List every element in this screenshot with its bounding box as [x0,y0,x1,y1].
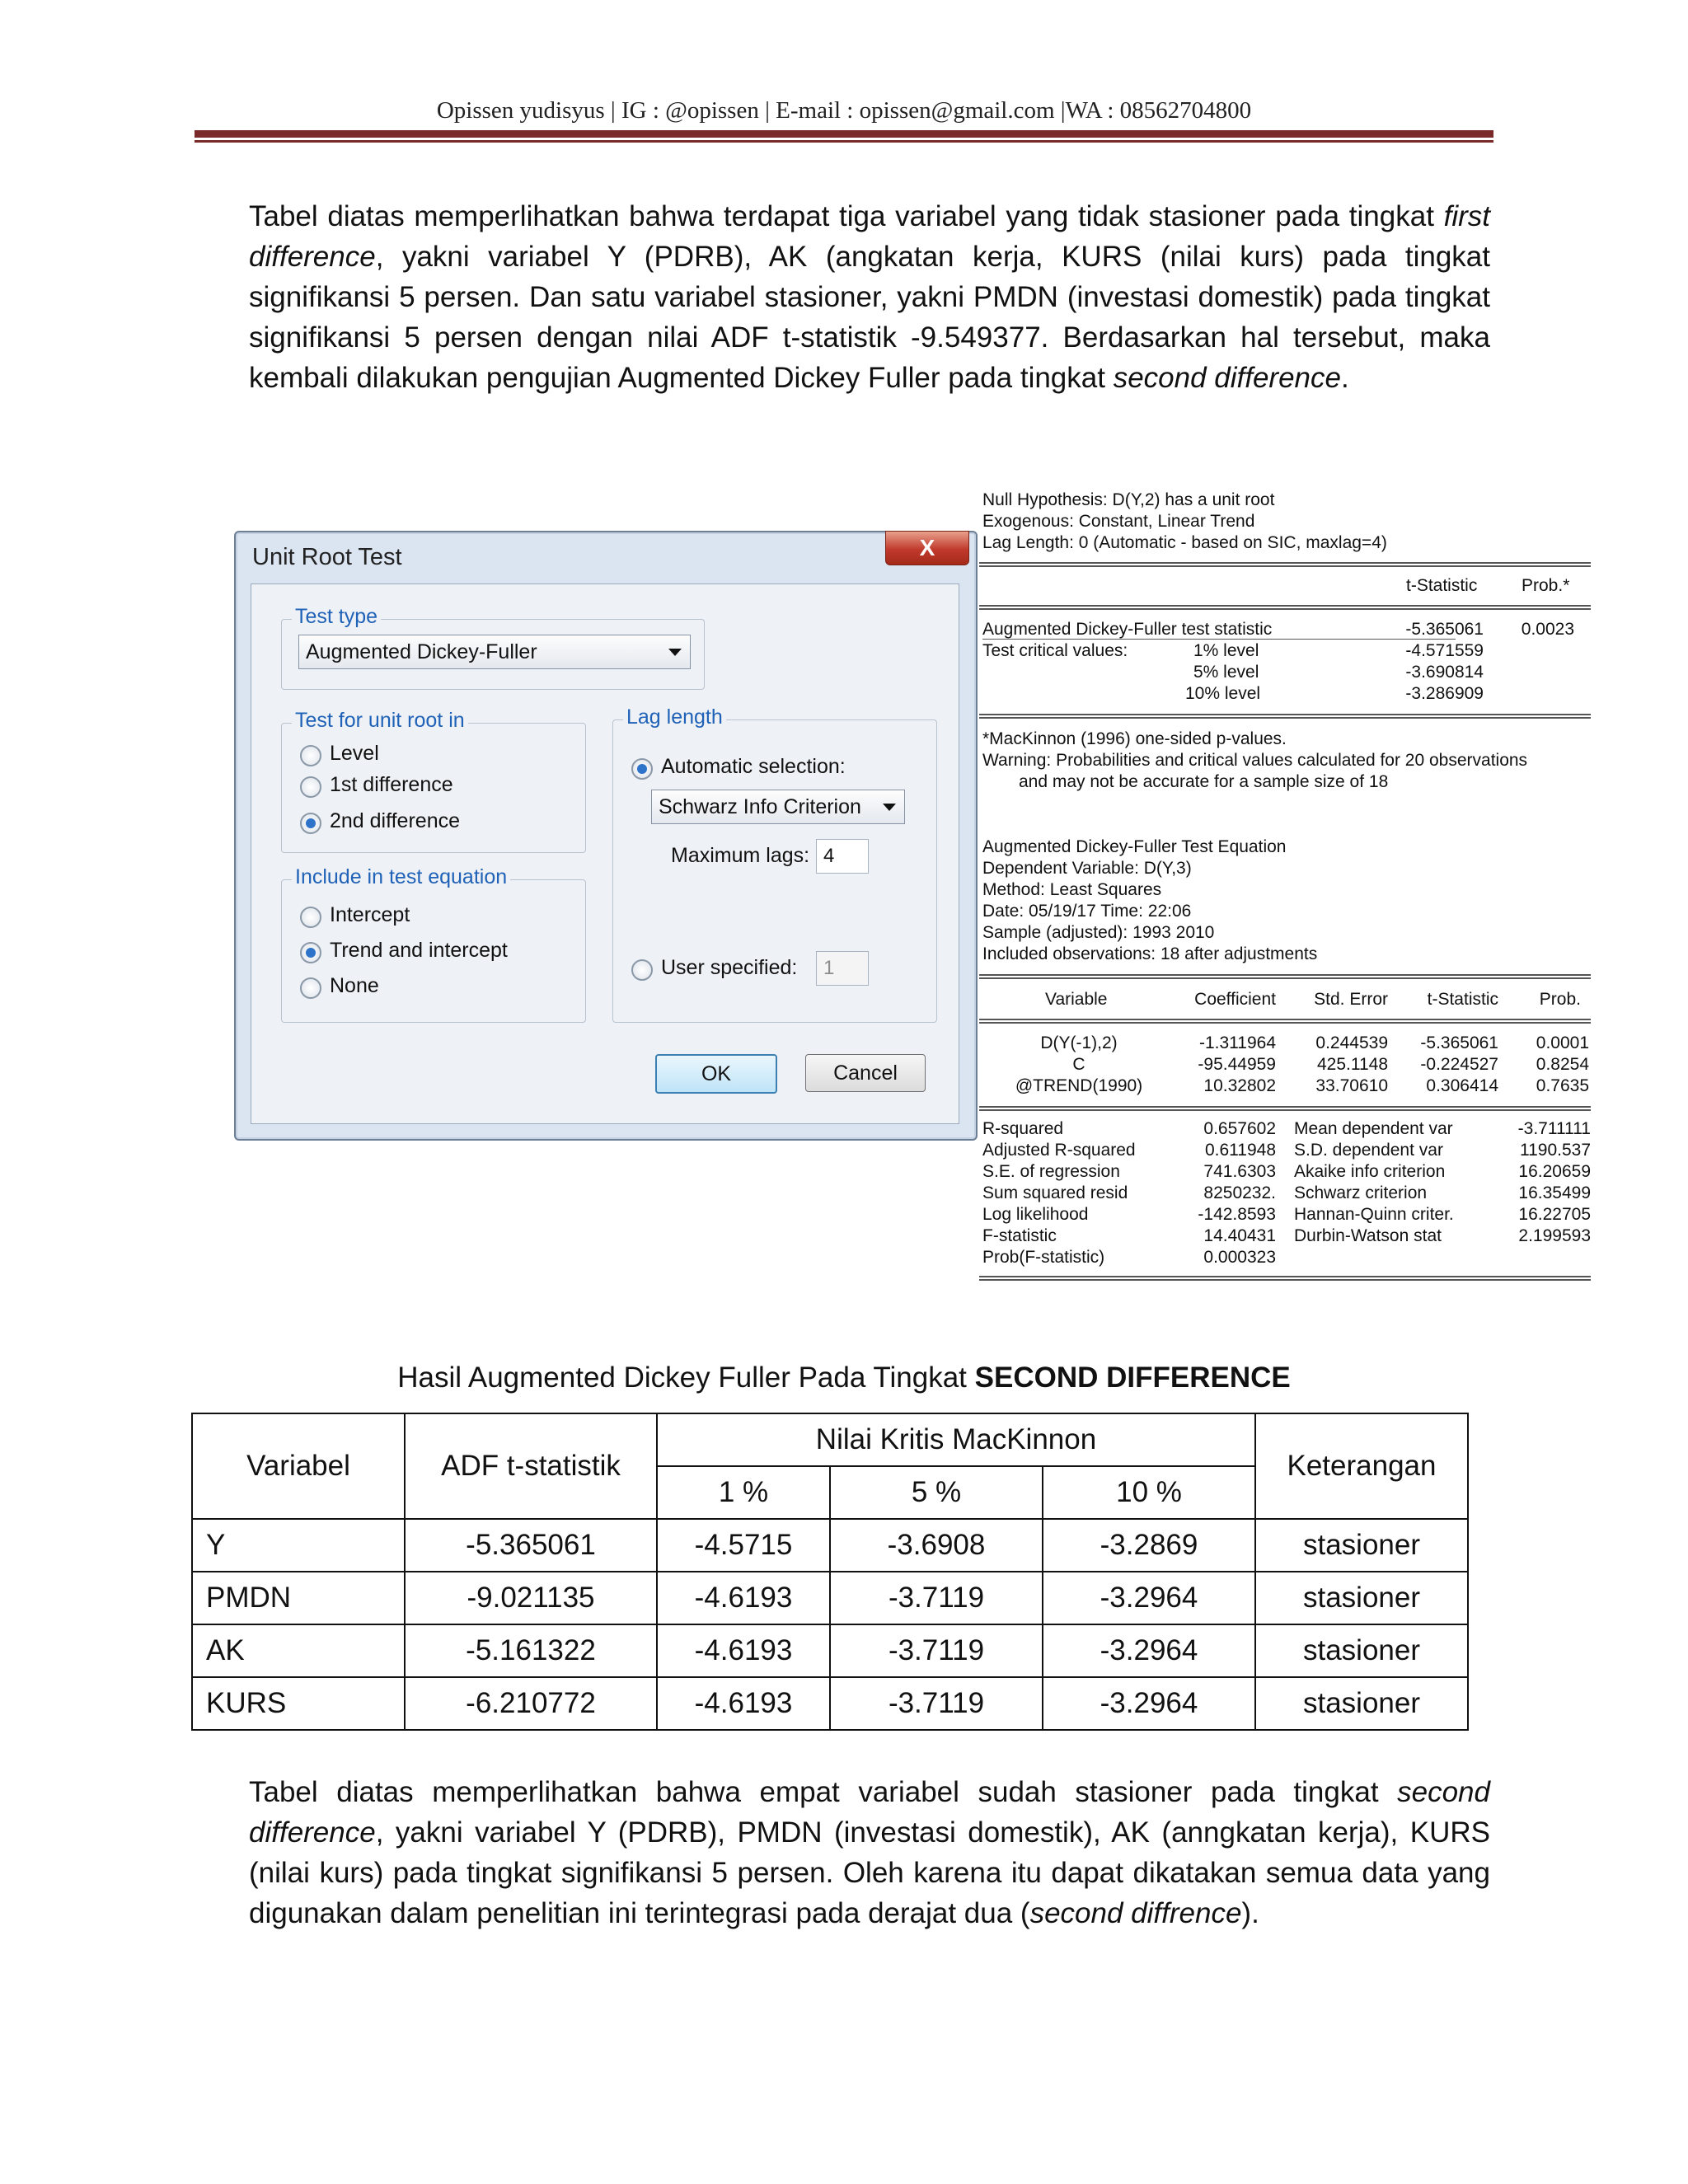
crit-level-1: 1% level [1193,641,1259,660]
crit-value-10: -3.286909 [1405,684,1484,703]
crit-level-5: 5% level [1193,663,1259,682]
unit-root-test-dialog [234,531,978,1141]
rule [979,1276,1591,1281]
null-hypothesis: Null Hypothesis: D(Y,2) has a unit root [982,490,1275,509]
para1-text-a: Tabel diatas memperlihatkan bahwa terdapat tiga variabel yang tidak stasioner pada tingkat [249,200,1444,232]
th-1pct: 1 % [657,1466,830,1519]
stat-r0-c3: -3.711111 [1517,1119,1591,1138]
radio-trend-intercept-label: Trend and intercept [330,939,508,962]
th-adf: ADF t-statistik [405,1413,657,1519]
table-cell: Y [192,1519,405,1572]
rule [979,974,1591,979]
table-cell: -3.7119 [830,1677,1043,1730]
table-cell: -4.6193 [657,1624,830,1677]
dependent-variable: Dependent Variable: D(Y,3) [982,859,1192,878]
unit-root-label: Test for unit root in [292,709,468,733]
stat-r1-c1: 0.611948 [1204,1141,1276,1160]
prob-1: 0.0001 [1536,1033,1589,1052]
stat-r6-c0: Prob(F-statistic) [982,1248,1105,1267]
dialog-title: Unit Root Test [252,544,402,570]
stat-r5-c1: 14.40431 [1203,1226,1276,1245]
stderr-2: 425.1148 [1316,1055,1388,1074]
table-row [192,1572,1468,1624]
include-equation-group [281,865,586,1023]
paragraph-conclusion [249,1772,1490,1933]
rule [979,714,1591,719]
warning-line-1: Warning: Probabilities and critical values calculated for 20 observations [982,751,1528,770]
stat-r0-c1: 0.657602 [1203,1119,1276,1138]
caption-bold: SECOND DIFFERENCE [974,1361,1291,1394]
radio-automatic-selection[interactable] [631,758,653,780]
user-specified-label: User specified: [661,956,798,979]
col-header-coefficient: Coefficient [1194,990,1276,1009]
cancel-button[interactable]: Cancel [805,1054,926,1092]
para1-text-c: . [1340,362,1349,394]
th-5pct: 5 % [830,1466,1043,1519]
test-type-group [281,605,705,690]
th-keterangan: Keterangan [1255,1413,1468,1519]
radio-2nd-difference-label: 2nd difference [330,809,460,832]
stat-r1-c2: S.D. dependent var [1294,1141,1443,1160]
page-header: Opissen yudisyus | IG : @opissen | E-mail : opissen@gmail.com |WA : 08562704800 [436,97,1252,124]
table-body [192,1519,1468,1730]
stat-r5-c0: F-statistic [982,1226,1057,1245]
stat-r2-c2: Akaike info criterion [1294,1162,1446,1181]
table-cell: stasioner [1255,1624,1468,1677]
stderr-1: 0.244539 [1315,1033,1388,1052]
radio-intercept[interactable] [300,907,321,928]
table-cell: -4.5715 [657,1519,830,1572]
stat-r1-c0: Adjusted R-squared [982,1141,1136,1160]
table-cell: -3.2964 [1043,1624,1255,1677]
date-time: Date: 05/19/17 Time: 22:06 [982,902,1192,921]
user-specified-input[interactable]: 1 [816,951,869,986]
stat-r3-c3: 16.35499 [1518,1183,1591,1202]
coef-var-2: C [1072,1055,1085,1074]
adf-t-stat: -5.365061 [1405,620,1484,639]
table-cell: PMDN [192,1572,405,1624]
para2-text-c: ). [1241,1897,1259,1929]
ok-button[interactable]: OK [655,1054,777,1094]
method: Method: Least Squares [982,880,1162,899]
col-header-std-error: Std. Error [1314,990,1388,1009]
rule [979,1106,1591,1111]
mackinnon-note: *MacKinnon (1996) one-sided p-values. [982,729,1287,748]
stat-r2-c1: 741.6303 [1203,1162,1276,1181]
stat-r3-c1: 8250232. [1203,1183,1276,1202]
rule [979,605,1591,610]
tstat-2: -0.224527 [1420,1055,1498,1074]
stat-r2-c3: 16.20659 [1518,1162,1591,1181]
stat-r2-c0: S.E. of regression [982,1162,1120,1181]
radio-none-label: None [330,974,379,997]
lag-length-label: Lag length [623,705,726,729]
maximum-lags-label: Maximum lags: [671,844,810,867]
table-cell: -5.161322 [405,1624,657,1677]
test-type-value: Augmented Dickey-Fuller [306,640,537,663]
para2-italic-2: second diffrence [1029,1897,1242,1929]
equation-title: Augmented Dickey-Fuller Test Equation [982,837,1287,856]
radio-level[interactable] [300,745,321,766]
prob-3: 0.7635 [1536,1076,1589,1095]
radio-1st-difference-label: 1st difference [330,773,453,796]
table-cell: -3.2869 [1043,1519,1255,1572]
stat-r3-c2: Schwarz criterion [1294,1183,1428,1202]
adf-prob: 0.0023 [1521,620,1574,639]
radio-none[interactable] [300,977,321,999]
table-row [192,1519,1468,1572]
table-caption [0,1361,1688,1394]
header-rule-thick [195,130,1493,138]
included-observations: Included observations: 18 after adjustments [982,944,1318,963]
col-header-t-statistic: t-Statistic [1427,990,1498,1009]
table-cell: -6.210772 [405,1677,657,1730]
coef-3: 10.32802 [1203,1076,1276,1095]
stderr-3: 33.70610 [1315,1076,1388,1095]
warning-line-2: and may not be accurate for a sample size of 18 [1019,772,1389,791]
include-equation-label: Include in test equation [292,865,510,889]
stat-r4-c3: 16.22705 [1518,1205,1591,1224]
stat-r5-c2: Durbin-Watson stat [1294,1226,1442,1245]
test-type-select[interactable] [298,635,691,669]
stat-r6-c1: 0.000323 [1203,1248,1276,1267]
table-cell: -3.2964 [1043,1572,1255,1624]
table-row [192,1624,1468,1677]
crit-level-10: 10% level [1185,684,1261,703]
close-button[interactable] [885,531,969,565]
lag-length-text: Lag Length: 0 (Automatic - based on SIC, maxlag=4) [982,533,1387,552]
table-cell: AK [192,1624,405,1677]
col-header-prob: Prob. [1539,990,1581,1009]
stat-r0-c2: Mean dependent var [1294,1119,1453,1138]
crit-value-5: -3.690814 [1405,663,1484,682]
stat-r0-c0: R-squared [982,1119,1064,1138]
radio-intercept-label: Intercept [330,903,410,926]
sample: Sample (adjusted): 1993 2010 [982,923,1215,942]
stat-r1-c3: 1190.537 [1519,1141,1591,1160]
crit-value-1: -4.571559 [1405,641,1484,660]
th-10pct: 10 % [1043,1466,1255,1519]
table-cell: -9.021135 [405,1572,657,1624]
table-cell: -4.6193 [657,1677,830,1730]
caption-plain: Hasil Augmented Dickey Fuller Pada Tingkat [397,1361,975,1394]
stat-r4-c2: Hannan-Quinn criter. [1294,1205,1454,1224]
table-cell: KURS [192,1677,405,1730]
stat-r4-c0: Log likelihood [982,1205,1089,1224]
table-cell: stasioner [1255,1519,1468,1572]
table-cell: -3.2964 [1043,1677,1255,1730]
test-type-label: Test type [292,605,381,629]
coef-2: -95.44959 [1198,1055,1276,1074]
para1-text-b: , yakni variabel Y (PDRB), AK (angkatan kerja, KURS (nilai kurs) pada tingkat signifikansi 5 persen. Dan satu variabel stasioner, yakni PMDN (investasi domestik) pada tingkat signifikansi 5 persen dengan nilai ADF t-statistik -9.549377. Berdasarkan hal tersebut, maka kembali dilakukan pengujian Augmented Dickey Fuller pada tingkat [249,241,1490,394]
exogenous: Exogenous: Constant, Linear Trend [982,512,1255,531]
critical-values-label: Test critical values: [982,641,1128,660]
radio-user-specified[interactable] [631,959,653,981]
unit-root-group [281,709,586,853]
rule [979,1019,1591,1024]
adf-results-table [191,1413,1469,1731]
coef-var-1: D(Y(-1),2) [1040,1033,1118,1052]
lag-length-group [612,705,937,1023]
th-nilai-kritis: Nilai Kritis MacKinnon [657,1413,1255,1466]
table-cell: -3.7119 [830,1624,1043,1677]
radio-1st-difference[interactable] [300,776,321,798]
paragraph-intro [249,196,1490,398]
header-t-statistic: t-Statistic [1406,576,1478,595]
para2-italic-1: second difference [249,1776,1490,1849]
chevron-down-icon [668,649,682,656]
stat-r4-c1: -142.8593 [1198,1205,1276,1224]
col-header-variable: Variable [1045,990,1108,1009]
header-rule-thin [195,140,1493,143]
para1-italic-1: first difference [249,200,1490,273]
prob-2: 0.8254 [1536,1055,1589,1074]
automatic-selection-label: Automatic selection: [661,755,846,778]
rule [979,562,1591,567]
chevron-down-icon [883,804,896,811]
table-cell: -3.7119 [830,1572,1043,1624]
table-cell: -3.6908 [830,1519,1043,1572]
criterion-value: Schwarz Info Criterion [659,794,861,818]
radio-trend-intercept[interactable] [300,942,321,963]
radio-2nd-difference[interactable] [300,813,321,834]
table-cell: stasioner [1255,1677,1468,1730]
table-row [192,1677,1468,1730]
th-variabel: Variabel [192,1413,405,1519]
radio-level-label: Level [330,742,379,765]
stat-r3-c0: Sum squared resid [982,1183,1128,1202]
dialog-body [251,583,959,1124]
table-cell: stasioner [1255,1572,1468,1624]
coef-1: -1.311964 [1198,1033,1276,1052]
adf-label: Augmented Dickey-Fuller test statistic [982,620,1273,639]
header-prob: Prob.* [1522,576,1570,595]
stat-r5-c3: 2.199593 [1518,1226,1591,1245]
table-cell: -4.6193 [657,1572,830,1624]
maximum-lags-input[interactable]: 4 [816,839,869,874]
close-icon: X [919,535,935,560]
coef-var-3: @TREND(1990) [1015,1076,1143,1095]
tstat-1: -5.365061 [1420,1033,1498,1052]
para2-text-a: Tabel diatas memperlihatkan bahwa empat variabel sudah stasioner pada tingkat [249,1776,1398,1808]
tstat-3: 0.306414 [1426,1076,1498,1095]
table-cell: -5.365061 [405,1519,657,1572]
para1-italic-2: second difference [1113,362,1341,394]
criterion-select[interactable] [651,790,905,824]
para2-text-b: , yakni variabel Y (PDRB), PMDN (investasi domestik), AK (anngkatan kerja), KURS (nilai kurs) pada tingkat signifikansi 5 persen. Oleh karena itu dapat dikatakan semua data yang digunakan dalam penelitian ini terintegrasi pada derajat dua ( [249,1816,1490,1929]
